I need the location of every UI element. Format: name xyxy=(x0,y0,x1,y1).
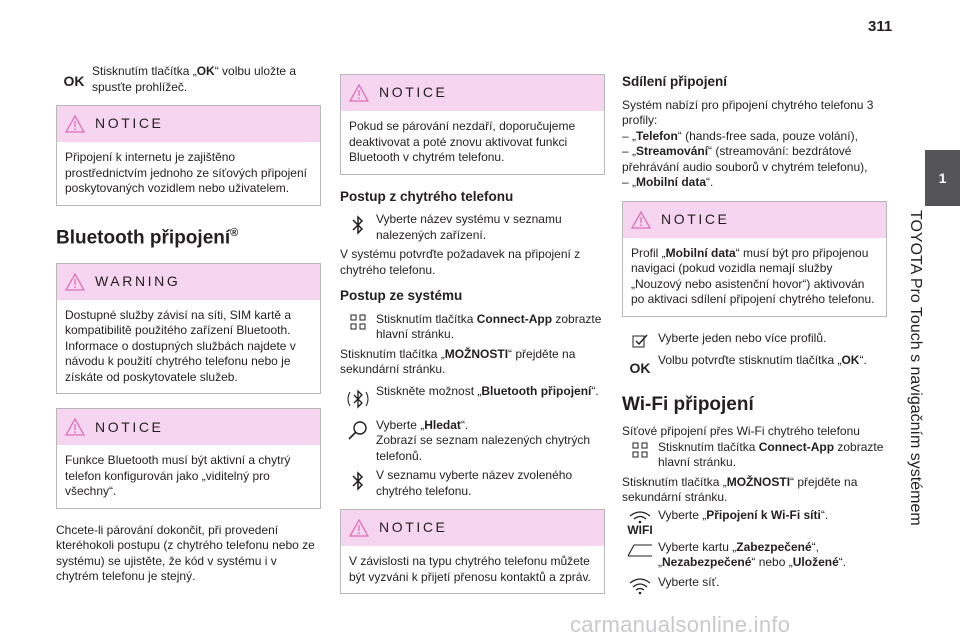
system-step xyxy=(340,384,605,412)
chapter-tab[interactable]: 1 xyxy=(925,150,960,206)
text-bold: OK xyxy=(196,64,215,78)
text: Vyberte „ xyxy=(376,417,425,432)
text: “ musí být pro připojenou navigaci (pokud vozidla nemají služby „Nouzový nebo asistenční hovor“) aktivován po aktivaci sdílení připojení chytrého telefonu. xyxy=(631,245,875,306)
text: Stisknutím tlačítka „ xyxy=(340,346,445,361)
notice-title: NOTICE xyxy=(379,84,448,101)
notice-title: NOTICE xyxy=(95,418,164,435)
wifi-step xyxy=(622,575,887,595)
text: Stisknutím tlačítka „ xyxy=(622,474,727,489)
text: “. xyxy=(460,417,469,432)
warning-triangle-icon xyxy=(349,84,369,102)
text: – „ xyxy=(622,144,637,158)
text: “ přejděte na sekundární stránku. xyxy=(340,346,576,376)
text-bold: MOŽNOSTI xyxy=(726,474,791,489)
phone-step xyxy=(340,212,605,243)
text: “. xyxy=(859,352,867,367)
wifi-label: WIFI xyxy=(627,522,653,537)
ok-step xyxy=(622,353,887,377)
text: Profil „ xyxy=(631,245,666,260)
warning-triangle-icon xyxy=(65,115,85,133)
text: Vyberte „ xyxy=(658,507,707,522)
text-bold: Connect-App xyxy=(758,439,835,454)
section-heading-wifi: Wi-Fi připojení xyxy=(622,394,754,415)
text-bold: Bluetooth připojení xyxy=(481,383,592,398)
heading-text: Bluetooth připojení xyxy=(56,226,231,248)
text: “. xyxy=(706,175,714,189)
wifi-step xyxy=(622,540,887,571)
text-bold: Zabezpečené xyxy=(736,539,812,554)
page-number: 311 xyxy=(868,18,893,35)
text-bold: Připojení k Wi-Fi síti xyxy=(706,507,821,522)
text: “ (streamování: bezdrátové přehrávání audio souborů v chytrém telefonu), xyxy=(622,144,868,174)
notice-body: Pokud se párování nezdaří, doporučujeme deaktivovat a poté znovu aktivovat funkci Bluetooth v chytrém telefonu. xyxy=(349,119,576,164)
warning-box xyxy=(56,263,321,395)
connect-app-icon xyxy=(350,314,366,330)
paragraph xyxy=(340,347,605,378)
notice-body xyxy=(623,238,886,316)
list-item xyxy=(622,144,887,175)
paragraph: Síťové připojení přes Wi-Fi chytrého telefonu xyxy=(622,424,860,438)
chapter-title: TOYOTA Pro Touch s navigačním systémem xyxy=(907,210,924,526)
connect-app-icon xyxy=(632,442,648,458)
text: “ (hands-free sada, pouze volání), xyxy=(677,128,858,143)
text-bold: Telefon xyxy=(636,128,678,143)
tab-select-icon xyxy=(626,542,654,558)
notice-body: Funkce Bluetooth musí být aktivní a chytrý telefon konfigurován jako „viditelný pro všechny“. xyxy=(65,453,291,499)
warning-body: Dostupné služby závisí na síti, SIM kartě a kompatibilitě použitého zařízení Bluetooth. Informace o dostupných službách najdete v návodu k použití chytrého telefonu nebo je získáte od poskytovatele služeb. xyxy=(65,307,296,384)
notice-box xyxy=(622,201,887,317)
notice-title: NOTICE xyxy=(661,210,730,227)
section-heading-sharing: Sdílení připojení xyxy=(622,74,728,89)
text-bold: MOŽNOSTI xyxy=(444,346,509,361)
text: “, „ xyxy=(658,539,819,569)
text: – „ xyxy=(622,175,637,189)
text: Stisknutím tlačítka „ xyxy=(92,64,197,78)
text: Stisknutím tlačítka xyxy=(376,311,477,326)
text: “. xyxy=(820,507,829,522)
section-heading-phone: Postup z chytrého telefonu xyxy=(340,188,514,204)
notice-body: V závislosti na typu chytrého telefonu můžete být vyzváni k přijetí přenosu kontaktů a zpráv. xyxy=(349,554,591,584)
wifi-network-icon xyxy=(628,577,652,595)
system-step xyxy=(340,418,605,465)
warning-triangle-icon xyxy=(349,519,369,537)
bluetooth-connection-icon xyxy=(345,386,371,412)
text: “ přejděte na sekundární stránku. xyxy=(622,474,858,504)
text: Stiskněte možnost „ xyxy=(376,383,482,398)
bluetooth-icon xyxy=(350,470,366,492)
profile-step xyxy=(622,331,887,349)
list-item xyxy=(622,129,887,145)
wifi-icon xyxy=(628,510,652,524)
text: Stisknutím tlačítka xyxy=(658,439,759,454)
step-text: V seznamu vyberte název zvoleného chytrého telefonu. xyxy=(376,468,573,498)
notice-box xyxy=(56,105,321,206)
ok-icon: OK xyxy=(629,359,651,376)
notice-box xyxy=(56,408,321,509)
warning-triangle-icon xyxy=(631,211,651,229)
column-1 xyxy=(56,64,321,591)
text: “. xyxy=(591,383,599,398)
text: – „ xyxy=(622,128,637,143)
paragraph: V systému potvrďte požadavek na připojení z chytrého telefonu. xyxy=(340,247,581,277)
search-icon xyxy=(347,420,369,442)
section-heading-system: Postup ze systému xyxy=(340,288,463,303)
text: Zobrazí se seznam nalezených chytrých telefonů. xyxy=(376,433,591,463)
warning-triangle-icon xyxy=(65,418,85,436)
ok-step xyxy=(56,64,321,95)
wifi-step xyxy=(622,508,887,536)
column-3 xyxy=(622,74,887,599)
text-bold: Connect-App xyxy=(476,311,553,326)
text: “ nebo „ xyxy=(751,555,793,569)
text-bold: Streamování xyxy=(636,144,709,158)
bluetooth-icon xyxy=(350,214,366,236)
text: zobrazte hlavní stránku. xyxy=(658,439,884,469)
list-item xyxy=(622,175,887,191)
notice-title: NOTICE xyxy=(95,115,164,132)
text: zobrazte hlavní stránku. xyxy=(376,311,602,341)
notice-title: NOTICE xyxy=(379,519,448,536)
notice-box xyxy=(340,509,605,594)
ok-icon: OK xyxy=(63,73,85,89)
warning-triangle-icon xyxy=(65,273,85,291)
text: Volbu potvrďte stisknutím tlačítka „ xyxy=(658,352,842,367)
text-bold: Nezabezpečené xyxy=(662,555,752,569)
notice-body: Připojení k internetu je zajištěno prostřednictvím jednoho ze síťových připojení poskytovaných vozidlem nebo uživatelem. xyxy=(65,150,307,195)
step-text: Vyberte síť. xyxy=(658,574,720,589)
system-step xyxy=(340,468,605,499)
section-heading-bluetooth xyxy=(56,222,321,249)
step-text: Vyberte jeden nebo více profilů. xyxy=(658,330,827,345)
text: Vyberte kartu „ xyxy=(658,539,737,554)
paragraph: Systém nabízí pro připojení chytrého telefonu 3 profily: xyxy=(622,97,874,127)
text: “. xyxy=(838,555,847,569)
step-text: Vyberte název systému v seznamu nalezených zařízení. xyxy=(376,212,562,242)
text-bold: Mobilní data xyxy=(665,245,736,260)
text-bold: Hledat xyxy=(424,417,461,432)
text-bold: Uložené xyxy=(792,555,839,569)
footer-watermark[interactable]: carmanualsonline.info xyxy=(570,612,791,637)
text: “ volbu uložte a spusťte prohlížeč. xyxy=(92,64,297,94)
paragraph: Chcete-li párování dokončit, při provedení kteréhokoli postupu (z chytrého telefonu nebo ze systému) se ujistěte, že kód v systému i v chytrém telefonu je stejný. xyxy=(56,522,315,584)
text-bold: Mobilní data xyxy=(636,175,707,189)
system-step xyxy=(340,312,605,343)
registered-mark: ® xyxy=(230,226,239,239)
checkbox-icon xyxy=(632,333,648,349)
column-2 xyxy=(340,64,605,608)
warning-title: WARNING xyxy=(95,273,181,290)
notice-box xyxy=(340,74,605,175)
paragraph xyxy=(622,475,887,506)
wifi-step xyxy=(622,440,887,471)
text-bold: OK xyxy=(841,352,860,367)
